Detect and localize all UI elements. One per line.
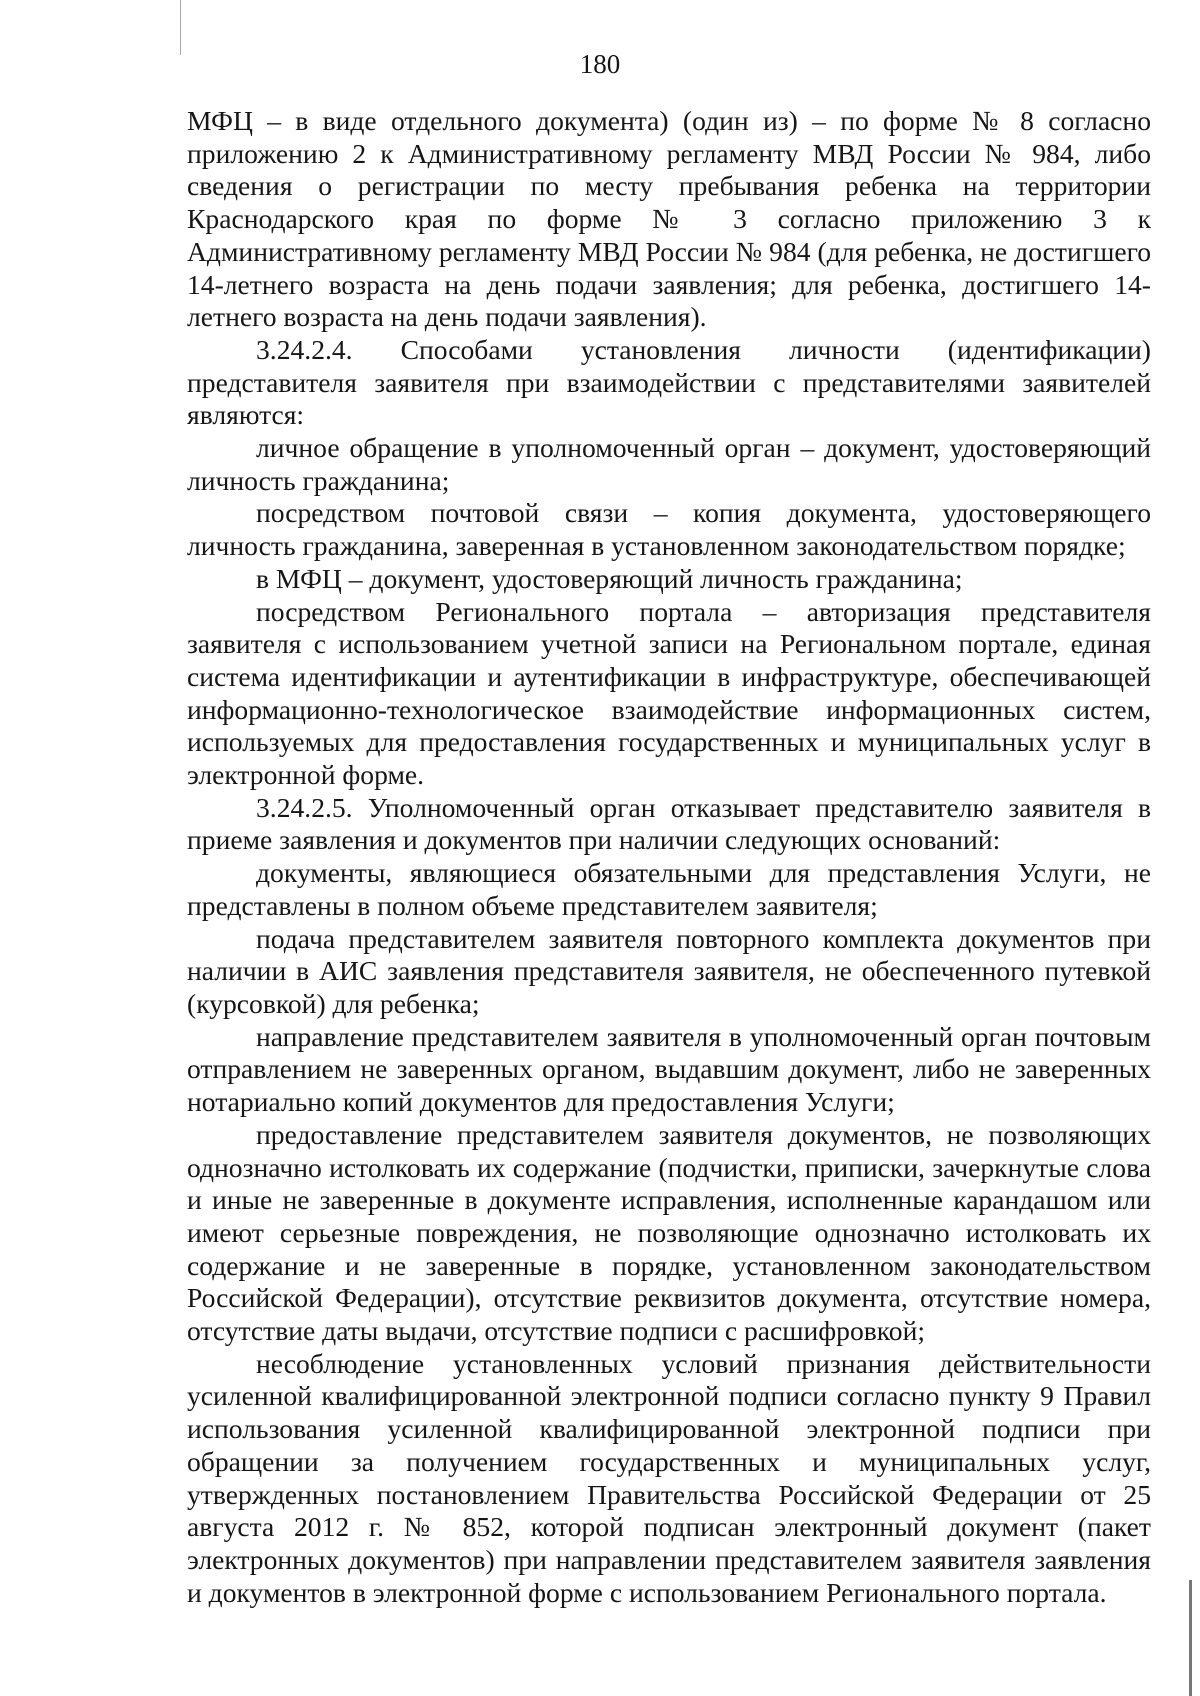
scan-artifact-top (180, 0, 181, 55)
paragraph: документы, являющиеся обязательными для представления Услуги, не представлены в полном объеме представителем заявителя; (187, 857, 1151, 921)
paragraph: направление представителем заявителя в уполномоченный орган почтовым отправлением не заверенных органом, выдавшим документ, либо не заверенных нотариально копий документов для предоставления Услуги; (187, 1020, 1151, 1118)
paragraph-3-24-2-4: 3.24.2.4. Способами установления личности (идентификации) представителя заявителя при взаимодействии с представителями заявителей являются: (187, 333, 1151, 431)
paragraph: подача представителем заявителя повторного комплекта документов при наличии в АИС заявления представителя заявителя, не обеспеченного путевкой (курсовкой) для ребенка; (187, 922, 1151, 1019)
paragraph: предоставление представителем заявителя документов, не позволяющих однозначно истолковать их содержание (подчистки, приписки, зачеркнутые слова и иные не заверенные в документе исправления, исполненные карандашом или имеют серьезные повреждения, не позволяющие однозначно истолковать их содержание и не заверенные в порядке, установленном законодательством Российской Федерации), отсутствие реквизитов документа, отсутствие номера, отсутствие даты выдачи, отсутствие подписи с расшифровкой; (187, 1118, 1151, 1347)
paragraph: посредством Регионального портала – авторизация представителя заявителя с использованием учетной записи на Региональном портале, единая система идентификации и аутентификации в инфраструктуре, обеспечивающей информационно-технологическое взаимодействие информационных систем, используемых для предоставления государственных и муниципальных услуг в электронной форме. (187, 595, 1151, 791)
paragraph-3-24-2-5: 3.24.2.5. Уполномоченный орган отказывает представителю заявителя в приеме заявления и документов при наличии следующих оснований: (187, 791, 1151, 856)
paragraph: в МФЦ – документ, удостоверяющий личность гражданина; (256, 562, 963, 594)
scan-artifact-bottom (1189, 1580, 1192, 1696)
page-number: 180 (579, 49, 621, 79)
paragraph: личное обращение в уполномоченный орган – документ, удостоверяющий личность гражданина; (187, 432, 1151, 496)
paragraph: посредством почтовой связи – копия документа, удостоверяющего личность гражданина, заверенная в установленном законодательством порядке; (187, 497, 1151, 562)
paragraph: МФЦ – в виде отдельного документа) (один из) – по форме № 8 согласно приложению 2 к Административному регламенту МВД России № 984, либо сведения о регистрации по месту пребывания ребенка на территории Краснодарского края по форме № 3 согласно приложению 3 к Административному регламенту МВД России № 984 (для ребенка, не достигшего 14-летнего возраста на день подачи заявления; для ребенка, достигшего 14-летнего возраста на день подачи заявления). (187, 105, 1151, 333)
document-body (187, 105, 1151, 1609)
paragraph: несоблюдение установленных условий признания действительности усиленной квалифицированной электронной подписи согласно пункту 9 Правил использования усиленной квалифицированной электронной подписи при обращении за получением государственных и муниципальных услуг, утвержденных постановлением Правительства Российской Федерации от 25 августа 2012 г. № 852, которой подписан электронный документ (пакет электронных документов) при направлении представителем заявителя заявления и документов в электронной форме с использованием Регионального портала. (187, 1347, 1151, 1608)
